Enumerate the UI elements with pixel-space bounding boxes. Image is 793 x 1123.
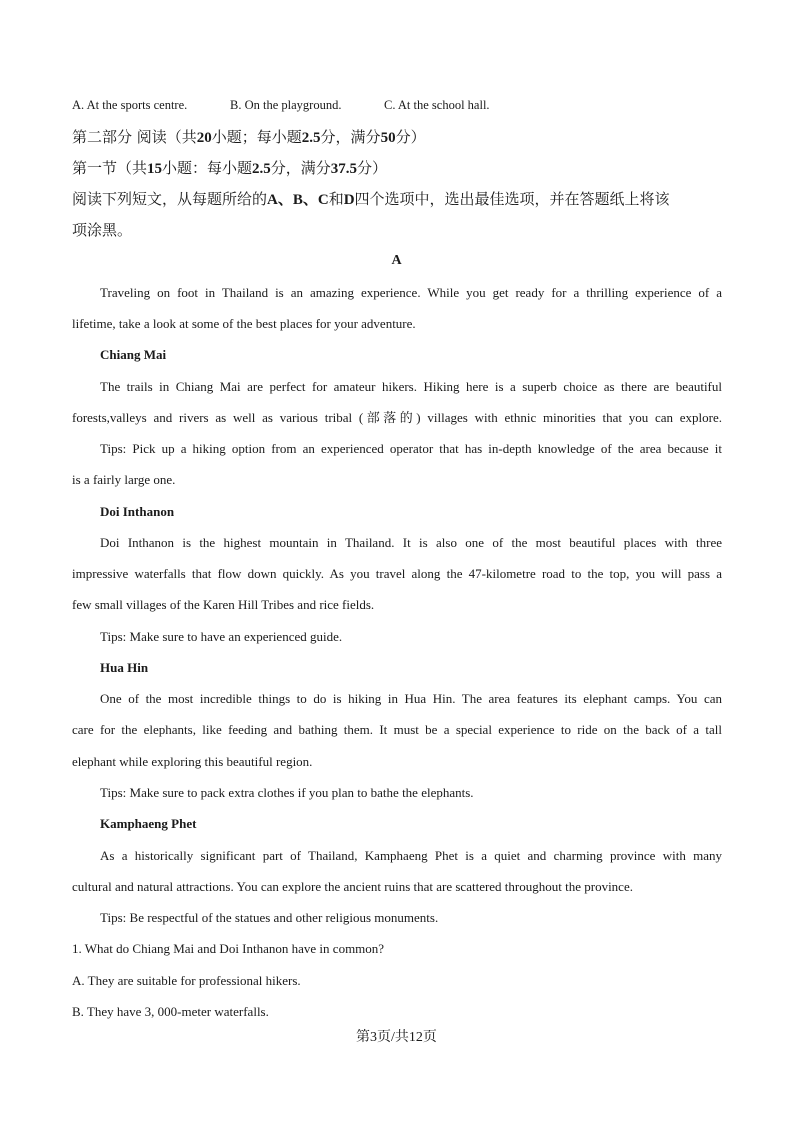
intro-line-2: lifetime, take a look at some of the best places for your adventure.	[72, 316, 416, 331]
doi-inthanon-line-1: Doi Inthanon is the highest mountain in Thailand. It is also one of the most beautiful places with three	[100, 535, 722, 550]
hua-hin-line-3: elephant while exploring this beautiful region.	[72, 754, 313, 769]
section-one-heading: 第一节（共15小题：每小题2.5分，满分37.5分）	[72, 159, 388, 177]
intro-line-1: Traveling on foot in Thailand is an amazing experience. While you get ready for a thrilling experience of a	[100, 285, 722, 300]
part-two-heading: 第二部分 阅读（共20小题；每小题2.5分，满分50分）	[72, 128, 426, 146]
hua-hin-line-1: One of the most incredible things to do is hiking in Hua Hin. The area features its elephant camps. You can	[100, 691, 722, 706]
doi-inthanon-line-3: few small villages of the Karen Hill Tribes and rice fields.	[72, 597, 375, 612]
option-b: B. On the playground.	[230, 98, 342, 112]
directions-line-2: 项涂黑。	[72, 221, 133, 239]
chiang-mai-line-2: forests,valleys and rivers as well as various tribal (部落的) villages with ethnic minorities that you can explore.	[72, 410, 722, 425]
question-1-option-a: A. They are suitable for professional hikers.	[72, 973, 301, 988]
heading-chiang-mai: Chiang Mai	[100, 347, 167, 362]
doi-inthanon-tip: Tips: Make sure to have an experienced guide.	[100, 629, 343, 644]
page-footer: 第3页/共12页	[356, 1030, 437, 1045]
question-1-stem: 1. What do Chiang Mai and Doi Inthanon have in common?	[72, 941, 385, 956]
heading-kamphaeng-phet: Kamphaeng Phet	[100, 816, 197, 831]
question-1-option-b: B. They have 3, 000-meter waterfalls.	[72, 1004, 269, 1019]
chiang-mai-line-1: The trails in Chiang Mai are perfect for amateur hikers. Hiking here is a superb choice as there are beautiful	[100, 379, 722, 394]
kamphaeng-phet-line-2: cultural and natural attractions. You can explore the ancient ruins that are scattered throughout the province.	[72, 879, 633, 894]
directions-line-1: 阅读下列短文，从每题所给的A、B、C和D四个选项中，选出最佳选项，并在答题纸上将该	[72, 190, 670, 208]
heading-doi-inthanon: Doi Inthanon	[100, 504, 175, 519]
doi-inthanon-line-2: impressive waterfalls that flow down quickly. As you travel along the 47-kilometre road to the top, you will pass a	[72, 566, 722, 581]
chiang-mai-tip-line-2: is a fairly large one.	[72, 472, 176, 487]
kamphaeng-phet-tip: Tips: Be respectful of the statues and other religious monuments.	[100, 910, 439, 925]
option-a: A. At the sports centre.	[72, 98, 188, 112]
hua-hin-tip: Tips: Make sure to pack extra clothes if you plan to bathe the elephants.	[100, 785, 474, 800]
kamphaeng-phet-line-1: As a historically significant part of Thailand, Kamphaeng Phet is a quiet and charming province with many	[100, 848, 722, 863]
option-c: C. At the school hall.	[384, 98, 490, 112]
hua-hin-line-2: care for the elephants, like feeding and bathing them. It must be a special experience to ride on the back of a tall	[72, 722, 722, 737]
chiang-mai-tip-line-1: Tips: Pick up a hiking option from an experienced operator that has in-depth knowledge of the area because it	[100, 441, 722, 456]
heading-hua-hin: Hua Hin	[100, 660, 149, 675]
previous-question-options	[72, 97, 722, 113]
passage-letter: A	[391, 253, 402, 268]
